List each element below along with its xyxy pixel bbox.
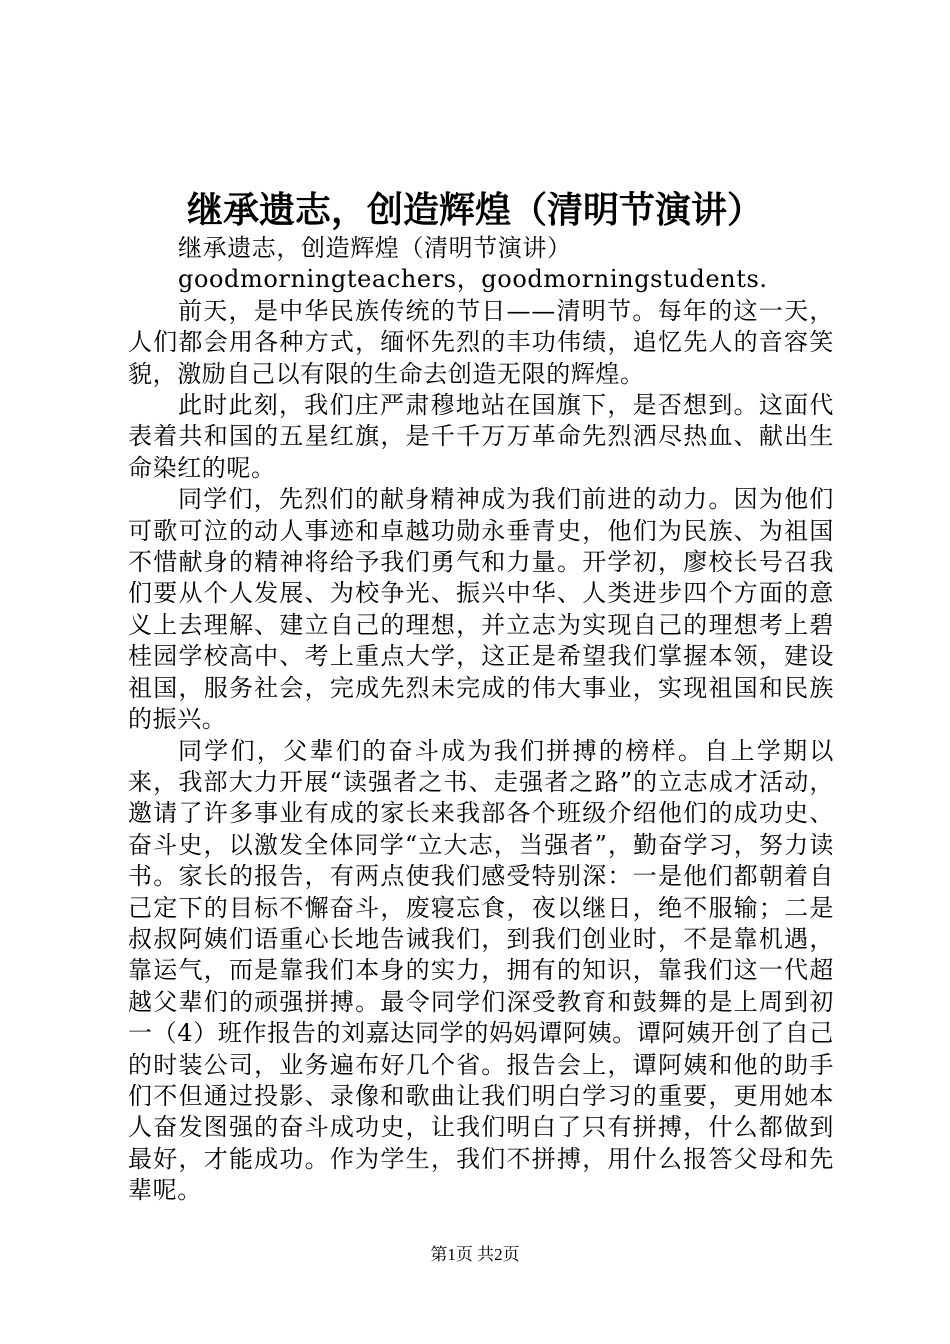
page-number-footer: 第1页 共2页 bbox=[430, 1245, 520, 1264]
body-paragraph: 同学们，先烈们的献身精神成为我们前进的动力。因为他们可歌可泣的动人事迹和卓越功勋永垂青史，他们为民族、为祖国不惜献身的精神将给予我们勇气和力量。开学初，廖校长号召我们要从个人发展、为校争光、振兴中华、人类进步四个方面的意义上去理解、建立自己的理想，并立志为实现自己的理想考上碧桂园学校高中、考上重点大学，这正是希望我们掌握本领，建设祖国，服务社会，完成先烈未完成的伟大事业，实现祖国和民族的振兴。 bbox=[128, 485, 834, 734]
body-paragraph: 同学们，父辈们的奋斗成为我们拼搏的榜样。自上学期以来，我部大力开展“读强者之书、走强者之路”的立志成才活动，邀请了许多事业有成的家长来我部各个班级介绍他们的成功史、奋斗史，以激发全体同学“立大志，当强者”，勤奋学习，努力读书。家长的报告，有两点使我们感受特别深：一是他们都朝着自己定下的目标不懈奋斗，废寝忘食，夜以继日，绝不服输；二是叔叔阿姨们语重心长地告诫我们，到我们创业时，不是靠机遇，靠运气，而是靠我们本身的实力，拥有的知识，靠我们这一代超越父辈们的顽强拼搏。最令同学们深受教育和鼓舞的是上周到初一（4）班作报告的刘嘉达同学的妈妈谭阿姨。谭阿姨开创了自己的时装公司，业务遍布好几个省。报告会上，谭阿姨和他的助手们不但通过投影、录像和歌曲让我们明白学习的重要，更用她本人奋发图强的奋斗成功史，让我们明白了只有拼搏，什么都做到最好，才能成功。作为学生，我们不拼搏，用什么报答父母和先辈呢。 bbox=[128, 736, 834, 1205]
body-paragraph-greeting: goodmorningteachers，goodmorningstudents. bbox=[178, 265, 768, 294]
document-body bbox=[128, 233, 834, 1207]
body-paragraph-subtitle: 继承遗志，创造辉煌（清明节演讲） bbox=[178, 234, 572, 262]
document-title: 继承遗志，创造辉煌（清明节演讲） bbox=[186, 189, 763, 231]
body-paragraph: 前天，是中华民族传统的节日——清明节。每年的这一天，人们都会用各种方式，缅怀先烈的丰功伟绩，追忆先人的音容笑貌，激励自己以有限的生命去创造无限的辉煌。 bbox=[128, 296, 834, 388]
body-paragraph: 此时此刻，我们庄严肃穆地站在国旗下，是否想到。这面代表着共和国的五星红旗，是千千万万革命先烈洒尽热血、献出生命染红的呢。 bbox=[128, 391, 834, 482]
